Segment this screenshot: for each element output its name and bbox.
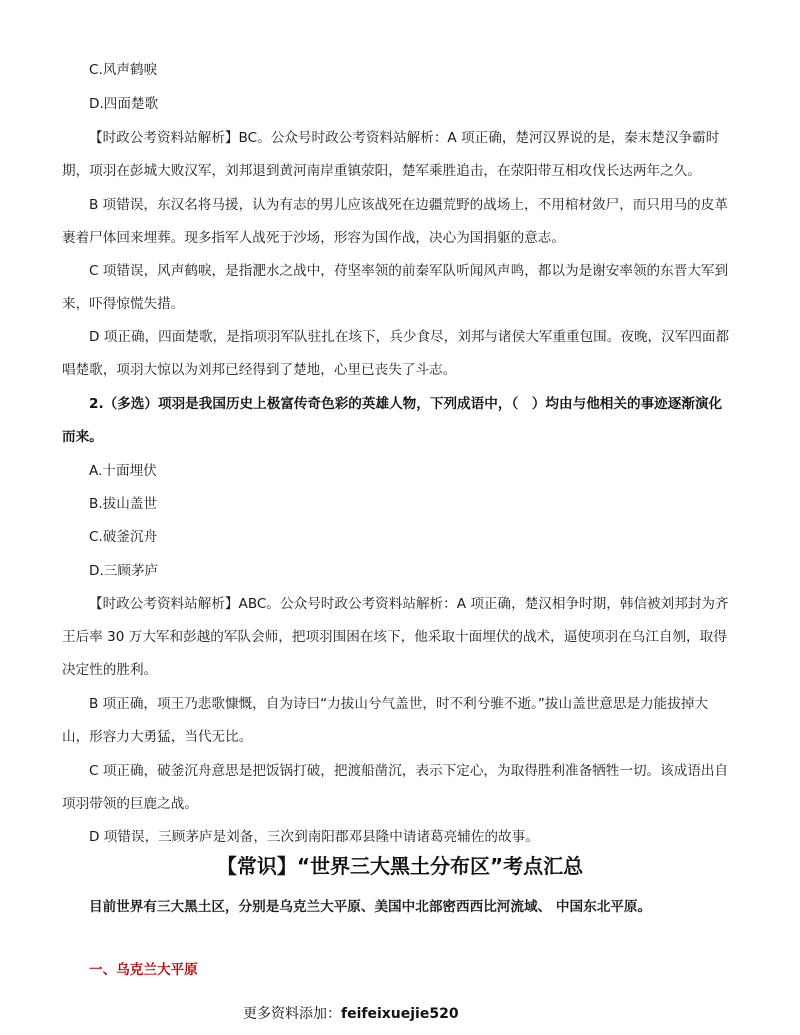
q1-analysis-line1: 【时政公考资料站解析】BC。公众号时政公考资料站解析：A 项正确，楚河汉界说的是，秦末楚汉争霸时 [89,130,720,146]
q1-b-line2: 裹着尸体回来埋葬。现多指军人战死于沙场，形容为国作战，决心为国捐躯的意志。 [62,230,565,246]
q2-d-line1: D 项错误，三顾茅庐是刘备，三次到南阳郡邓县隆中请诸葛亮辅佐的故事。 [89,829,539,845]
q2-analysis-line1: 【时政公考资料站解析】ABC。公众号时政公考资料站解析：A 项正确，楚汉相争时期，韩信被刘邦封为齐 [89,596,729,612]
q1-d-line1: D 项正确，四面楚歌，是指项羽军队驻扎在垓下，兵少食尽，刘邦与诸侯大军重重包围。夜晚，汉军四面都 [89,329,730,345]
footer-label: 更多资料添加： [243,1006,341,1022]
q2-option-c: C.破釜沉舟 [89,529,158,545]
q1-option-c: C.风声鹤唳 [89,62,158,78]
footer-handle: feifeixuejie520 [341,1006,459,1022]
section-heading: 【常识】“世界三大黑土分布区”考点汇总 [216,854,584,878]
q2-analysis-line2: 王后率 30 万大军和彭越的军队会师，把项羽围困在垓下，他采取十面埋伏的战术，逼使项羽在乌江自刎，取得 [62,629,727,645]
q1-d-line2: 唱楚歌，项羽大惊以为刘邦已经得到了楚地，心里已丧失了斗志。 [62,362,457,378]
footer-contact [243,1004,459,1024]
q2-stem-line2: 而来。 [62,429,103,445]
section-intro: 目前世界有三大黑土区，分别是乌克兰大平原、美国中北部密西西比河流域、 中国东北平原。 [89,899,652,915]
q1-option-d: D.四面楚歌 [89,96,159,112]
q2-analysis-line3: 决定性的胜利。 [62,662,158,678]
q2-c-line2: 项羽带领的巨鹿之战。 [62,796,198,812]
q1-b-line1: B 项错误，东汉名将马援，认为有志的男儿应该战死在边疆荒野的战场上，不用棺材敛尸，而只用马的皮革 [89,197,728,213]
q2-b-line2: 山，形容力大勇猛，当代无比。 [62,729,253,745]
q2-c-line1: C 项正确，破釜沉舟意思是把饭锅打破，把渡船凿沉，表示下定心，为取得胜利准备牺牲一切。该成语出自 [89,763,729,779]
q1-analysis-line2: 期，项羽在彭城大败汉军，刘邦退到黄河南岸重镇荥阳，楚军乘胜追击，在荥阳带互相攻伐长达两年之久。 [62,163,701,179]
q1-c-line1: C 项错误，风声鹤唳，是指淝水之战中，苻坚率领的前秦军队听闻风声鸣，都以为是谢安率领的东晋大军到 [89,263,729,279]
q2-option-d: D.三顾茅庐 [89,563,159,579]
q1-c-line2: 来，吓得惊慌失措。 [62,296,185,312]
q2-option-b: B.拔山盖世 [89,496,158,512]
q2-stem-line1: 2.（多选）项羽是我国历史上极富传奇色彩的英雄人物，下列成语中，（ ）均由与他相关的事迹逐渐演化 [89,396,723,412]
subheading-ukraine-plain: 一、乌克兰大平原 [89,962,198,978]
q2-b-line1: B 项正确，项王乃悲歌慷慨，自为诗曰“力拔山兮气盖世，时不利兮骓不逝。”拔山盖世意思是力能拔掉大 [89,696,709,712]
q2-option-a: A.十面埋伏 [89,463,157,479]
